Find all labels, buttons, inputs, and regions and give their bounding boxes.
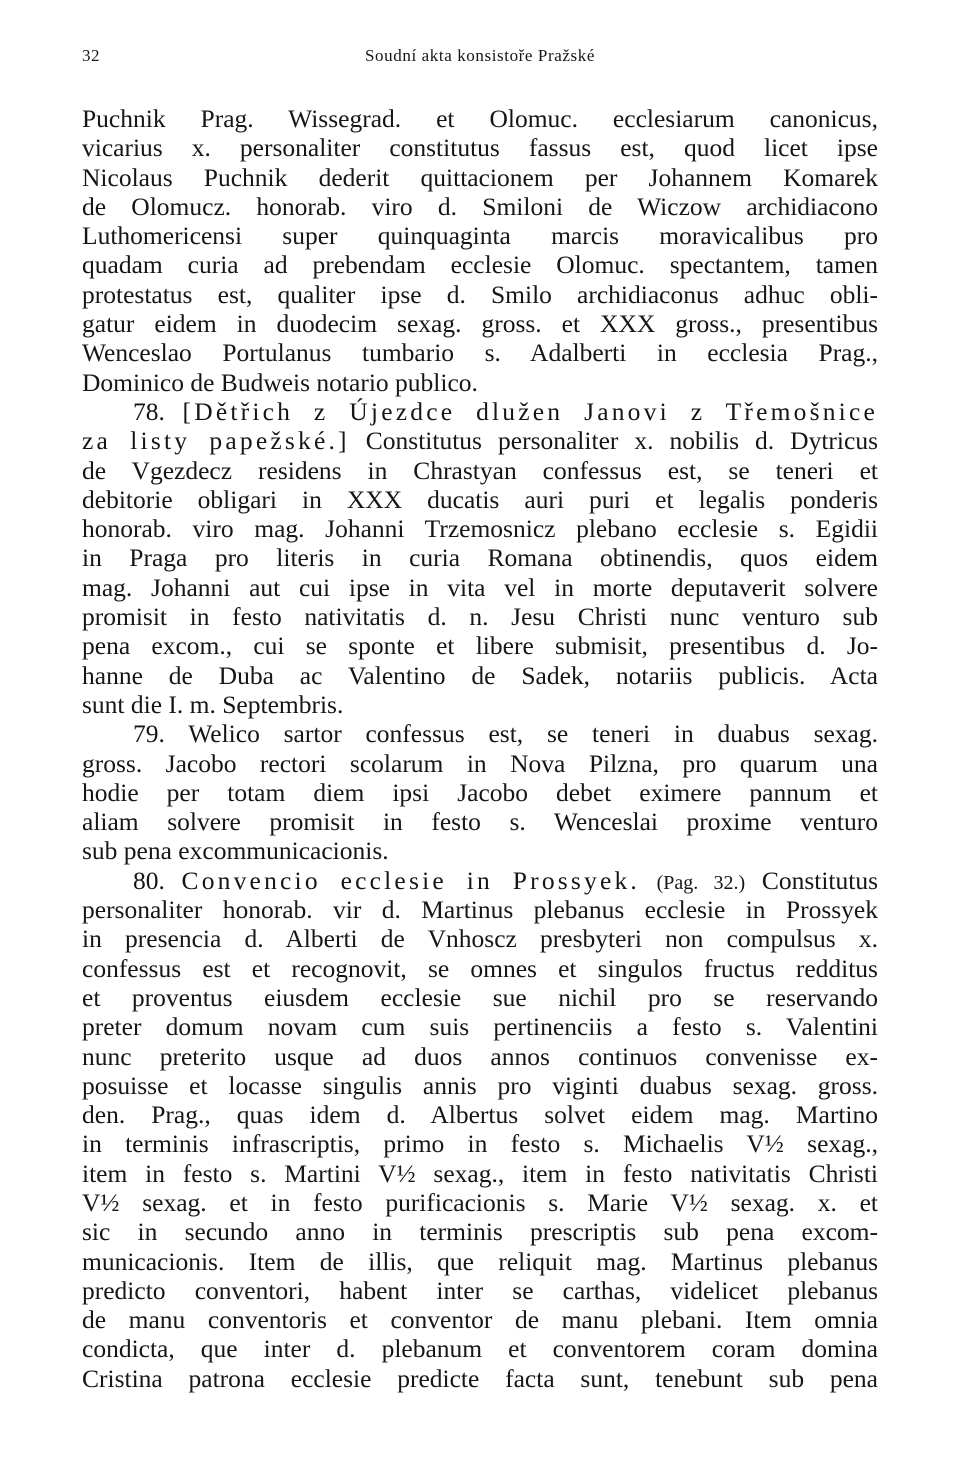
text-line: [82, 924, 878, 953]
line-text: Constitutus personaliter x. nobilis d. Dytricus: [365, 426, 878, 456]
line-text: preter domum novam cum suis pertinenciis a festo s. Valentini: [82, 1012, 878, 1042]
text-line: [82, 514, 878, 543]
text-line: [82, 1334, 878, 1363]
line-text: de manu conventoris et conventor de manu plebani. Item omnia: [82, 1305, 878, 1335]
line-text: et proventus eiusdem ecclesie sue nichil pro se reservando: [82, 982, 878, 1012]
line-text: Welico sartor confessus est, se teneri in duabus sexag.: [188, 719, 878, 749]
text-line: [82, 250, 878, 279]
page-reference: (Pag. 32.): [656, 871, 746, 894]
text-line: [82, 1012, 878, 1041]
line-text: in Praga pro literis in curia Romana obtinendis, quos eidem: [82, 543, 878, 573]
text-line: [82, 573, 878, 602]
text-line: [82, 1188, 878, 1217]
line-text: nunc preterito usque ad duos annos continuos convenisse ex-: [82, 1041, 878, 1071]
line-text: gross. Jacobo rectori scolarum in Nova Pilzna, pro quarum una: [82, 748, 878, 778]
text-line: [82, 631, 878, 660]
line-text: aliam solvere promisit in festo s. Wenceslai proxime venturo: [82, 807, 878, 837]
running-title: Soudní akta konsistoře Pražské: [365, 46, 595, 65]
text-line: [82, 1071, 878, 1100]
text-line: [82, 426, 878, 455]
line-text: quadam curia ad prebendam ecclesie Olomuc. spectantem, tamen: [82, 250, 878, 280]
line-text: personaliter honorab. vir d. Martinus plebanus ecclesie in Prossyek: [82, 895, 878, 925]
text-line: [82, 485, 878, 514]
line-text: den. Prag., quas idem d. Albertus solvet eidem mag. Martino: [82, 1100, 878, 1130]
text-line: [82, 1276, 878, 1305]
line-text: posuisse et locasse singulis annis pro viginti duabus sexag. gross.: [82, 1070, 878, 1100]
text-line: [82, 1305, 878, 1334]
text-line: [82, 1217, 878, 1246]
text-line: [82, 895, 878, 924]
line-text: sub pena excommunicacionis.: [82, 836, 389, 866]
line-text: Cristina patrona ecclesie predicte facta sunt, tenebunt sub pena: [82, 1363, 878, 1393]
text-line: [82, 778, 878, 807]
entry-number: 78.: [133, 396, 165, 426]
line-text: de Olomucz. honorab. viro d. Smiloni de Wiczow archidiacono: [82, 191, 878, 221]
text-line: [82, 163, 878, 192]
text-line: [82, 1159, 878, 1188]
line-text: sunt die I. m. Septembris.: [82, 689, 344, 719]
line-text: protestatus est, qualiter ipse d. Smilo archidiaconus adhuc obli-: [82, 279, 878, 309]
text-line: [82, 807, 878, 836]
text-line: [82, 1042, 878, 1071]
line-text: Wenceslao Portulanus tumbario s. Adalberti in ecclesia Prag.,: [82, 338, 878, 368]
entry-number: 80.: [133, 865, 165, 895]
line-text: hanne de Duba ac Valentino de Sadek, notariis publicis. Acta: [82, 660, 878, 690]
text-line: [82, 1247, 878, 1276]
line-text: Dominico de Budweis notario publico.: [82, 367, 478, 397]
text-line: [82, 104, 878, 133]
line-text: hodie per totam diem ipsi Jacobo debet eximere pannum et: [82, 777, 878, 807]
text-line: [82, 543, 878, 572]
text-line: [82, 983, 878, 1012]
line-text: promisit in festo nativitatis d. n. Jesu Christi nunc venturo sub: [82, 602, 878, 632]
page-header: [82, 44, 878, 68]
line-text: Nicolaus Puchnik dederit quittacionem per Johannem Komarek: [82, 162, 878, 192]
line-text: Luthomericensi super quinquaginta marcis moravicalibus pro: [82, 221, 878, 251]
line-text: vicarius x. personaliter constitutus fassus est, quod licet ipse: [82, 133, 878, 163]
line-text: municacionis. Item de illis, que reliquit mag. Martinus plebanus: [82, 1246, 878, 1276]
entry-heading: [Dětřich z Újezdce dlužen Janovi z Třemošnice: [182, 396, 878, 426]
text-line: [82, 1364, 878, 1393]
line-text: V½ sexag. et in festo purificacionis s. Marie V½ sexag. x. et: [82, 1187, 878, 1217]
text-line: [82, 661, 878, 690]
line-text: confessus est et recognovit, se omnes et singulos fructus redditus: [82, 953, 878, 983]
line-text: de Vgezdecz residens in Chrastyan confessus est, se teneri et: [82, 455, 878, 485]
line-text: predicto conventori, habent inter se carthas, videlicet plebanus: [82, 1275, 878, 1305]
entry-heading: Convencio ecclesie in Prossyek.: [181, 865, 641, 895]
text-line: [82, 133, 878, 162]
line-text: debitorie obligari in XXX ducatis auri puri et legalis ponderis: [82, 484, 878, 514]
text-line: [82, 368, 878, 397]
line-text: in presencia d. Alberti de Vnhoscz presbyteri non compulsus x.: [82, 924, 878, 954]
page-number: 32: [82, 46, 100, 65]
text-line: [82, 397, 878, 426]
text-line: [82, 338, 878, 367]
text-line: [82, 954, 878, 983]
text-line: [82, 690, 878, 719]
entry-number: 79.: [133, 719, 165, 749]
line-text: sic in secundo anno in terminis prescriptis sub pena excom-: [82, 1217, 878, 1247]
line-text: Puchnik Prag. Wissegrad. et Olomuc. ecclesiarum canonicus,: [82, 104, 878, 133]
text-line: [82, 602, 878, 631]
line-text: in terminis infrascriptis, primo in festo s. Michaelis V½ sexag.,: [82, 1129, 878, 1159]
text-line: [82, 280, 878, 309]
line-text: honorab. viro mag. Johanni Trzemosnicz plebano ecclesie s. Egidii: [82, 514, 878, 544]
text-line: [82, 1129, 878, 1158]
line-text: gatur eidem in duodecim sexag. gross. et XXX gross., presentibus: [82, 309, 878, 339]
entry-heading: za listy papežské.]: [82, 426, 350, 456]
body-text: [82, 104, 878, 1393]
line-text: item in festo s. Martini V½ sexag., item in festo nativitatis Christi: [82, 1158, 878, 1188]
line-text: condicta, que inter d. plebanum et conventorem coram domina: [82, 1334, 878, 1364]
text-line: [82, 192, 878, 221]
text-line: [82, 456, 878, 485]
text-line: [82, 749, 878, 778]
line-text: pena excom., cui se sponte et libere submisit, presentibus d. Jo-: [82, 631, 878, 661]
line-text: mag. Johanni aut cui ipse in vita vel in morte deputaverit solvere: [82, 572, 878, 602]
text-line: [82, 719, 878, 748]
line-text: Constitutus: [761, 865, 878, 895]
text-line: [82, 1100, 878, 1129]
text-line: [82, 309, 878, 338]
text-line: [82, 221, 878, 250]
text-line: [82, 836, 878, 865]
text-line: [82, 866, 878, 895]
